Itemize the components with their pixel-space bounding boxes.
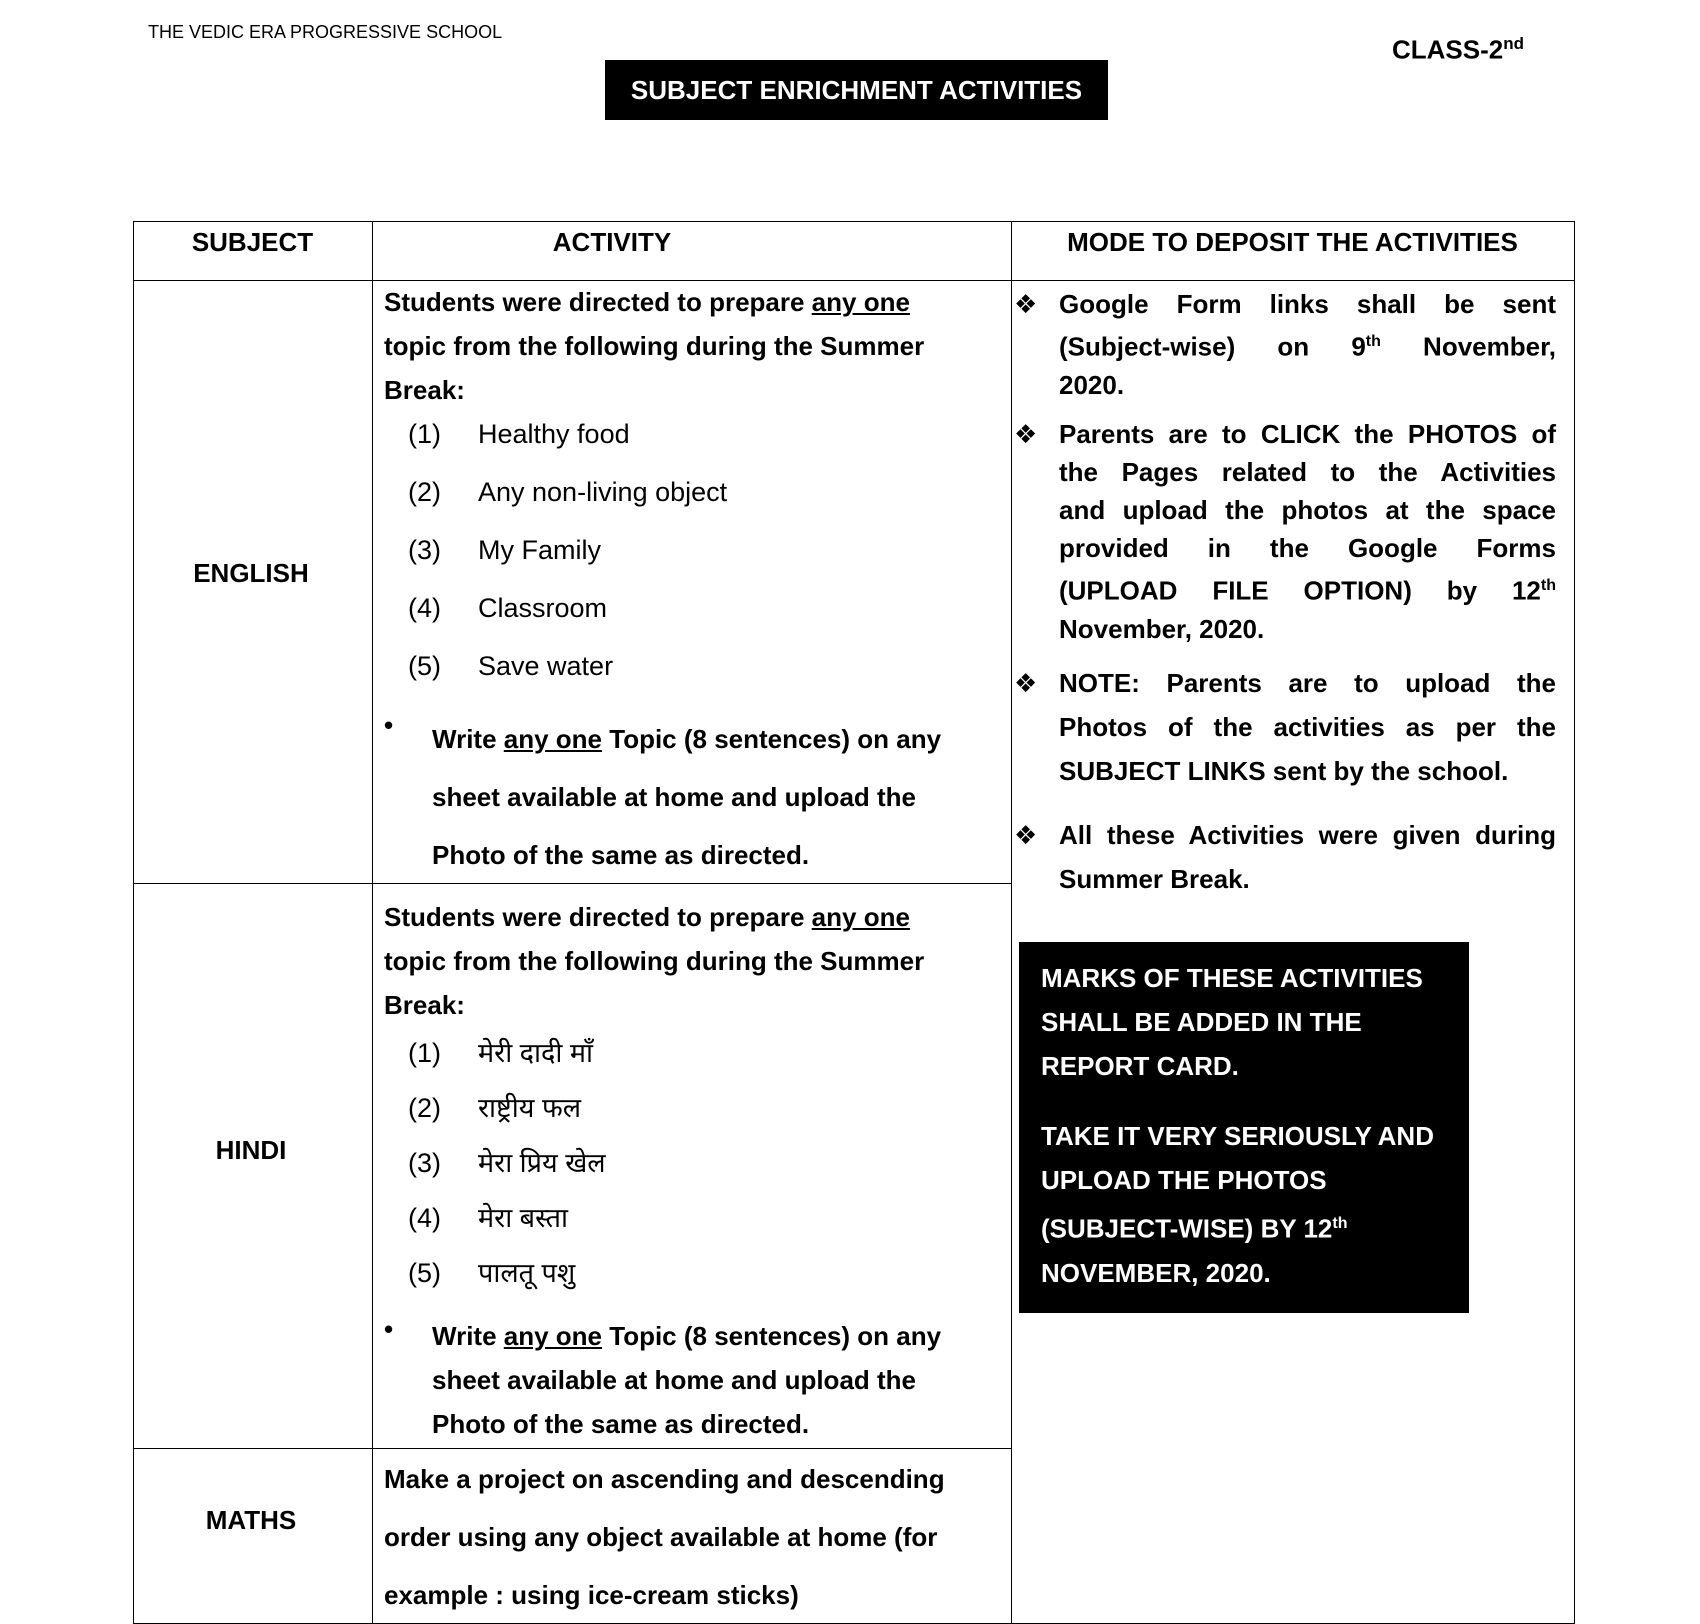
mode-bullet-2-text — [1059, 415, 1556, 648]
header-activity: ACTIVITY — [552, 227, 672, 257]
diamond-bullet-icon: ❖ — [1014, 419, 1038, 449]
item-number: (2) — [408, 477, 441, 507]
english-write-line3: Photo of the same as directed. — [432, 840, 810, 870]
item-number: (3) — [408, 1148, 441, 1178]
hindi-intro — [384, 895, 974, 1027]
list-item — [408, 1198, 568, 1235]
list-item — [408, 651, 613, 682]
item-number: (3) — [408, 535, 441, 565]
table-border-right — [1574, 221, 1575, 1623]
marks-line: UPLOAD THE PHOTOS — [1041, 1165, 1327, 1195]
hindi-write-text — [432, 1314, 941, 1446]
write-underline: any one — [503, 1321, 603, 1351]
write-underline: any one — [503, 724, 603, 754]
mode-line: Parents are to CLICK the PHOTOS of — [1059, 419, 1556, 449]
mode-text-part: November, — [1380, 331, 1557, 362]
header-mode: MODE TO DEPOSIT THE ACTIVITIES — [1067, 227, 1518, 257]
list-item — [408, 593, 607, 624]
english-write-text — [432, 710, 941, 884]
english-write-line1 — [432, 710, 941, 768]
item-text: मेरा बस्ता — [478, 1203, 568, 1233]
mode-line: Summer Break. — [1059, 864, 1250, 894]
item-number: (4) — [408, 1203, 441, 1233]
list-item — [408, 535, 601, 566]
marks-line: NOVEMBER, 2020. — [1041, 1257, 1271, 1288]
list-item — [408, 1033, 593, 1070]
hindi-intro-part2: topic from the following during the Summer — [384, 946, 925, 976]
diamond-bullet-icon: ❖ — [1014, 820, 1038, 850]
marks-notice-box — [1019, 942, 1469, 1313]
hindi-intro-part3: Break: — [384, 990, 465, 1020]
subject-maths: MATHS — [205, 1505, 297, 1535]
item-text: Healthy food — [478, 419, 630, 449]
item-number: (1) — [408, 1038, 441, 1068]
column-separator-1 — [372, 221, 373, 1623]
diamond-bullet-icon: ❖ — [1014, 289, 1038, 319]
mode-text-part: (Subject-wise) on 9 — [1059, 331, 1366, 362]
subject-english: ENGLISH — [193, 558, 309, 588]
mode-line — [1059, 567, 1556, 610]
hindi-intro-part1: Students were directed to prepare — [384, 902, 812, 932]
list-item — [408, 1088, 581, 1125]
item-number: (5) — [408, 1258, 441, 1288]
class-suffix: nd — [1503, 34, 1525, 53]
marks-line: TAKE IT VERY SERIOUSLY AND — [1041, 1121, 1434, 1151]
mode-line: Google Form links shall be sent — [1059, 289, 1556, 319]
mode-line: SUBJECT LINKS sent by the school. — [1059, 756, 1509, 786]
marks-line: SHALL BE ADDED IN THE — [1041, 1007, 1362, 1037]
item-number: (5) — [408, 651, 441, 681]
column-separator-2 — [1011, 221, 1012, 1623]
marks-text-part: (SUBJECT-WISE) BY 12 — [1041, 1213, 1333, 1244]
hindi-write-line1 — [432, 1314, 941, 1358]
bullet-icon: • — [384, 1314, 394, 1344]
item-text: पालतू पशु — [478, 1258, 576, 1288]
school-name: THE VEDIC ERA PROGRESSIVE SCHOOL — [148, 22, 503, 42]
write-part2: Topic (8 sentences) on any — [602, 1321, 942, 1351]
mode-superscript: th — [1540, 577, 1556, 594]
item-text: Save water — [478, 651, 614, 681]
item-text: Classroom — [478, 593, 608, 623]
english-intro-part1: Students were directed to prepare — [384, 287, 812, 317]
marks-paragraph-2 — [1041, 1114, 1461, 1295]
english-intro-underline: any one — [811, 287, 910, 317]
marks-superscript: th — [1332, 1215, 1348, 1232]
marks-line — [1041, 1202, 1461, 1251]
header-subject: SUBJECT — [191, 227, 314, 257]
list-item — [408, 1253, 575, 1290]
list-item — [408, 477, 727, 508]
mode-bullet-3-text — [1059, 661, 1556, 793]
english-intro-part2: topic from the following during the Summer — [384, 331, 925, 361]
item-number: (1) — [408, 419, 441, 449]
mode-bullet-4-text — [1059, 813, 1556, 901]
mode-text-part: (UPLOAD FILE OPTION) by 12 — [1059, 575, 1541, 606]
item-text: मेरी दादी माँ — [478, 1038, 593, 1068]
row-separator-hindi — [133, 1448, 1012, 1449]
marks-line: REPORT CARD. — [1041, 1051, 1239, 1081]
english-intro-part3: Break: — [384, 375, 465, 405]
mode-line: Photos of the activities as per the — [1059, 712, 1556, 742]
item-text: My Family — [478, 535, 601, 565]
write-part2: Topic (8 sentences) on any — [602, 724, 942, 754]
maths-line3: example : using ice-cream sticks) — [384, 1580, 799, 1610]
class-text: CLASS-2 — [1392, 34, 1504, 65]
list-item — [408, 1143, 606, 1180]
hindi-intro-underline: any one — [811, 902, 910, 932]
bullet-icon: • — [384, 710, 394, 740]
mode-bullet-1-text — [1059, 285, 1556, 404]
mode-line: the Pages related to the Activities — [1059, 457, 1556, 487]
item-text: Any non-living object — [478, 477, 728, 507]
english-write-line2: sheet available at home and upload the — [432, 782, 917, 812]
maths-line2: order using any object available at home (for — [384, 1522, 938, 1552]
mode-line: November, 2020. — [1059, 613, 1265, 644]
maths-activity — [384, 1450, 984, 1624]
hindi-write-line2: sheet available at home and upload the — [432, 1365, 917, 1395]
marks-paragraph-1 — [1041, 956, 1461, 1088]
page-title: SUBJECT ENRICHMENT ACTIVITIES — [605, 60, 1108, 120]
item-number: (4) — [408, 593, 441, 623]
mode-line: and upload the photos at the space — [1059, 495, 1556, 525]
hindi-write-line3: Photo of the same as directed. — [432, 1409, 810, 1439]
item-number: (2) — [408, 1093, 441, 1123]
subject-hindi: HINDI — [215, 1135, 287, 1165]
table-border-top — [133, 221, 1575, 222]
maths-line1: Make a project on ascending and descending — [384, 1464, 945, 1494]
mode-line: provided in the Google Forms — [1059, 533, 1556, 563]
english-intro — [384, 280, 974, 412]
diamond-bullet-icon: ❖ — [1014, 668, 1038, 698]
mode-superscript: th — [1365, 333, 1381, 350]
mode-line: All these Activities were given during — [1059, 820, 1556, 850]
list-item — [408, 419, 630, 450]
item-text: मेरा प्रिय खेल — [478, 1148, 606, 1178]
class-label — [1392, 34, 1524, 66]
marks-line: MARKS OF THESE ACTIVITIES — [1041, 963, 1423, 993]
mode-line — [1059, 323, 1556, 366]
item-text: राष्ट्रीय फल — [478, 1093, 582, 1123]
write-part1: Write — [432, 724, 504, 754]
write-part1: Write — [432, 1321, 504, 1351]
mode-line: NOTE: Parents are to upload the — [1059, 668, 1556, 698]
table-border-left — [133, 221, 134, 1623]
mode-line: 2020. — [1059, 369, 1125, 400]
